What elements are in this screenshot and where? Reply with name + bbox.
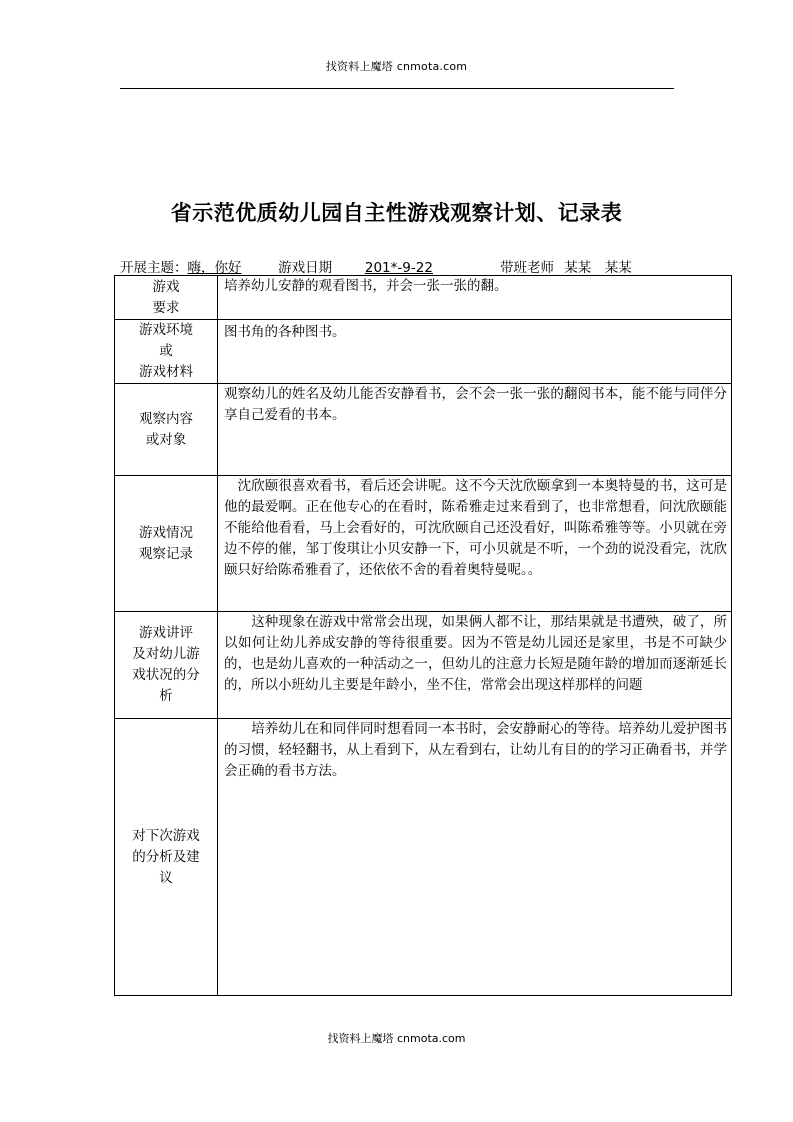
page-header: 找资料上魔塔 cnmota.com bbox=[325, 60, 468, 73]
row-content: 培养幼儿安静的观看图书，并会一张一张的翻。 bbox=[218, 276, 732, 320]
row-label: 对下次游戏 的分析及建 议 bbox=[115, 719, 218, 996]
table-row-requirements bbox=[115, 276, 732, 320]
row-content: 观察幼儿的姓名及幼儿能否安静看书，会不会一张一张的翻阅书本，能不能与同伴分享自己爱看的书本。 bbox=[218, 384, 732, 476]
page-footer: 找资料上魔塔 cnmota.com bbox=[327, 1032, 466, 1045]
teacher-value: 某某 某某 bbox=[564, 260, 632, 276]
document-title: 省示范优质幼儿园自主性游戏观察计划、记录表 bbox=[170, 200, 623, 225]
row-content: 这种现象在游戏中常常会出现，如果俩人都不让，那结果就是书遭殃，破了，所以如何让幼儿养成安静的等待很重要。因为不管是幼儿园还是家里，书是不可缺少的，也是幼儿喜欢的一种活动之一，但幼儿的注意力长短是随年龄的增加而逐渐延长的，所以小班幼儿主要是年龄小，坐不住，常常会出现这样那样的问题 bbox=[218, 612, 732, 719]
row-content: 沈欣颐很喜欢看书，看后还会讲呢。这不今天沈欣颐拿到一本奥特曼的书，这可是他的最爱啊。正在他专心的在看时，陈希雅走过来看到了，也非常想看，问沈欣颐能不能给他看看，马上会看好的，可沈欣颐自己还没看好，叫陈希雅等等。小贝就在旁边不停的催，邹丁俊琪让小贝安静一下，可小贝就是不听，一个劲的说没看完，沈欣颐只好给陈希雅看了，还依依不舍的看着奥特曼呢。。 bbox=[218, 476, 732, 612]
table-row-materials bbox=[115, 320, 732, 384]
table-row-suggestions bbox=[115, 719, 732, 996]
table-row-review bbox=[115, 612, 732, 719]
row-content: 培养幼儿在和同伴同时想看同一本书时，会安静耐心的等待。培养幼儿爱护图书的习惯，轻轻翻书，从上看到下，从左看到右，让幼儿有目的的学习正确看书，并学会正确的看书方法。 bbox=[218, 719, 732, 996]
row-label: 游戏 要求 bbox=[115, 276, 218, 320]
record-table bbox=[114, 275, 732, 996]
row-label: 游戏讲评 及对幼儿游 戏状况的分 析 bbox=[115, 612, 218, 719]
teacher-label: 带班老师 bbox=[499, 260, 554, 276]
table-row-observation-record bbox=[115, 476, 732, 612]
theme-label: 开展主题： bbox=[120, 260, 188, 276]
row-label: 观察内容 或对象 bbox=[115, 384, 218, 476]
meta-line bbox=[120, 256, 720, 276]
theme-value: 嗨，你好 bbox=[187, 260, 242, 276]
table-row-observation-target bbox=[115, 384, 732, 476]
header-divider bbox=[120, 88, 674, 89]
row-label: 游戏环境 或 游戏材料 bbox=[115, 320, 218, 384]
row-label: 游戏情况 观察记录 bbox=[115, 476, 218, 612]
date-label: 游戏日期 bbox=[278, 260, 333, 276]
date-value: 201*-9-22 bbox=[364, 260, 433, 276]
row-content: 图书角的各种图书。 bbox=[218, 320, 732, 384]
